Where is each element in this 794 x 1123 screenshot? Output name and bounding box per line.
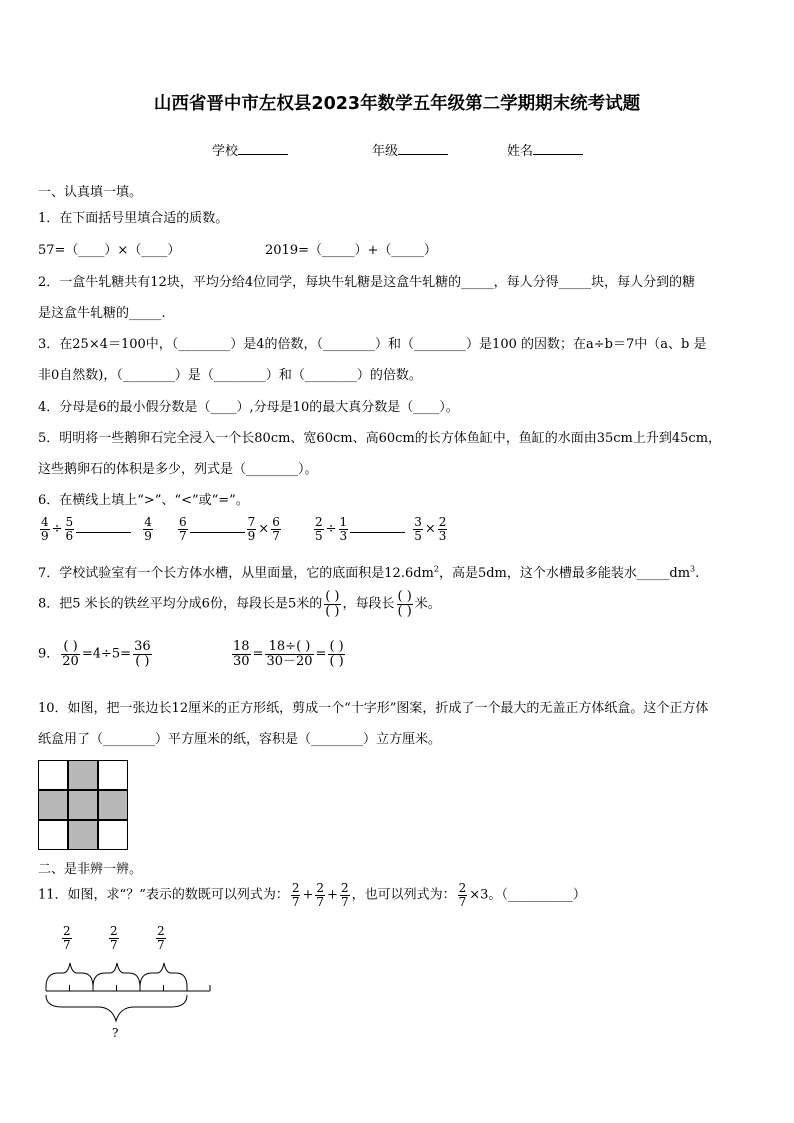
q1-a: 57=（____）×（____）	[38, 243, 181, 258]
q9-part-2: $\frac{18}{30}$ = $\frac{18\div( )}{30-20}$ = $\frac{( )}{( )}$	[233, 639, 344, 669]
school-label: 学校	[212, 144, 239, 159]
question-mark-label: ?	[112, 1026, 119, 1040]
name-label: 姓名	[507, 144, 534, 159]
cross-shape-figure	[38, 760, 128, 850]
q10-line1: 10．如图，把一张边长12厘米的正方形纸，剪成一个“十字形”图案，折成了一个最大的无盖正方体纸盒。这个正方体	[38, 701, 709, 716]
blank-fraction: $\frac{( )}{20}$	[62, 639, 79, 669]
fraction: $\frac{6}{7}$	[179, 515, 187, 543]
grade-field	[372, 140, 448, 159]
q10-line2: 纸盒用了（________）平方厘米的纸，容积是（________）立方厘米。	[38, 732, 442, 747]
name-field	[507, 140, 583, 159]
q8-text: 8．把5 米长的铁丝平均分成6份，每段长是5米的 $\frac{( )}{( )}$ ，每段长 $\frac{( )}{( )}$ 米。	[38, 589, 441, 619]
blank-fraction: $\frac{( )}{( )}$	[329, 639, 344, 669]
q11-text: 11．如图，求“？”表示的数既可以列式为： $\frac{2}{7}$ + $\frac{2}{7}$ + $\frac{2}{7}$ ，也可以列式为： $\frac{2}{7}$ ×3。（__________）	[38, 881, 586, 909]
school-field	[212, 140, 288, 159]
q2-line2: 是这盒牛轧糖的_____.	[38, 306, 166, 321]
q1-text: 1．在下面括号里填合适的质数。	[38, 211, 229, 226]
blank-fraction: $\frac{( )}{( )}$	[397, 589, 412, 619]
segment-label-3: $\frac{2}{7}$	[157, 924, 165, 952]
segment-label-1: $\frac{2}{7}$	[63, 924, 71, 952]
q6-item-2: $\frac{6}{7}$ $\frac{7}{9}$ × $\frac{6}{7}$	[179, 515, 280, 543]
blank-fraction: $\frac{( )}{( )}$	[325, 589, 340, 619]
fraction: $\frac{1}{3}$	[339, 515, 348, 543]
segment-label-2: $\frac{2}{7}$	[110, 924, 118, 952]
q6-item-1: $\frac{4}{9}$ ÷ $\frac{5}{6}$ $\frac{4}{9}$	[41, 515, 152, 543]
q5-line2: 这些鹅卵石的体积是多少，列式是（________）。	[38, 462, 318, 477]
number-line-diagram	[40, 955, 215, 1030]
fraction: $\frac{18}{30}$	[233, 639, 250, 669]
q3-line2: 非0自然数)，（________）是（________）和（________）的倍数。	[38, 368, 422, 383]
q4-text: 4．分母是6的最小假分数是（____）,分母是10的最大真分数是（____）。	[38, 400, 459, 415]
q1-b: 2019=（_____）+（_____）	[265, 243, 437, 258]
q6-item-3: $\frac{2}{5}$ ÷ $\frac{1}{3}$ $\frac{3}{5}$ × $\frac{2}{3}$	[315, 515, 447, 543]
fraction: $\frac{2}{7}$	[291, 881, 300, 909]
q5-line1: 5．明明将一些鹅卵石完全浸入一个长80cm、宽60cm、高60cm的长方体鱼缸中，鱼缸的水面由35cm上升到45cm，	[38, 431, 722, 446]
fraction: $\frac{2}{7}$	[340, 881, 349, 909]
fraction: $\frac{4}{9}$	[41, 515, 49, 543]
section-2-heading: 二、是非辨一辨。	[38, 862, 143, 877]
fraction: $\frac{5}{6}$	[65, 515, 74, 543]
q3-line1: 3．在25×4＝100中，（________）是4的倍数，（________）和（________）是100 的因数；在a÷b＝7中（a、b 是	[38, 337, 707, 352]
q9-part-1: 9． $\frac{( )}{20}$ =4÷5= $\frac{36}{( )}$	[38, 639, 151, 669]
fraction: $\frac{2}{3}$	[438, 515, 447, 543]
fraction: $\frac{3}{5}$	[414, 515, 422, 543]
page-title: 山西省晋中市左权县2023年数学五年级第二学期期末统考试题	[153, 94, 641, 114]
fraction: $\frac{2}{7}$	[458, 881, 467, 909]
fraction: $\frac{7}{9}$	[247, 515, 256, 543]
q2-line1: 2．一盒牛轧糖共有12块，平均分给4位同学，每块牛轧糖是这盒牛轧糖的_____，每人分得_____块，每人分到的糖	[38, 275, 696, 290]
fraction: $\frac{6}{7}$	[272, 515, 280, 543]
fraction: $\frac{2}{7}$	[316, 881, 325, 909]
q7-text: 7．学校试验室有一个长方体水槽，从里面量，它的底面积是$12.6dm^2$，高是5dm，这个水槽最多能装水$\_\_\_\_\_dm^3$.	[38, 564, 700, 581]
grade-label: 年级	[372, 144, 399, 159]
fraction: $\frac{2}{5}$	[315, 515, 323, 543]
q6-text: 6．在横线上填上“>”、“<”或“=”。	[38, 493, 249, 508]
fraction: $\frac{4}{9}$	[144, 515, 152, 543]
blank-fraction: $\frac{36}{( )}$	[134, 639, 151, 669]
blank-fraction: $\frac{18\div( )}{30-20}$	[266, 639, 313, 669]
section-1-heading: 一、认真填一填。	[38, 185, 143, 200]
